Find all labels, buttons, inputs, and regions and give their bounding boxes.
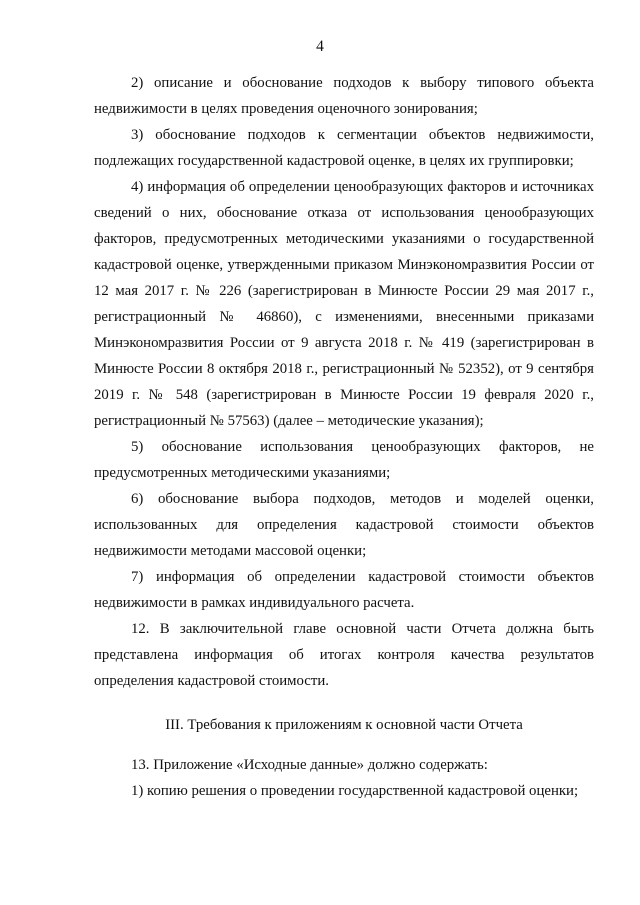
list-item-7: 7) информация об определении кадастровой стоимости объектов недвижимости в рамках индивидуального расчета.: [94, 569, 594, 611]
clause-13: 13. Приложение «Исходные данные» должно содержать:: [131, 757, 488, 773]
list-item-2: 2) описание и обоснование подходов к выбору типового объекта недвижимости в целях проведения оценочного зонирования;: [94, 75, 594, 117]
document-body: [94, 70, 594, 804]
page-number: 4: [316, 38, 324, 55]
list-item-6: 6) обоснование выбора подходов, методов и моделей оценки, использованных для определения кадастровой стоимости объектов недвижимости методами массовой оценки;: [94, 491, 594, 559]
list-item-4: 4) информация об определении ценообразующих факторов и источниках сведений о них, обоснование отказа от использования ценообразующих факторов, предусмотренных методическими указаниями о государственной кадастровой оценке, утвержденными приказом Минэкономразвития России от 12 мая 2017 г. № 226 (зарегистрирован в Минюсте России 29 мая 2017 г., регистрационный № 46860), с изменениями, внесенными приказами Минэкономразвития России от 9 августа 2018 г. № 419 (зарегистрирован в Минюсте России 8 октября 2018 г., регистрационный № 52352), от 9 сентября 2019 г. № 548 (зарегистрирован в Минюсте России 19 февраля 2020 г., регистрационный № 57563) (далее – методические указания);: [94, 179, 594, 429]
list-item-1: 1) копию решения о проведении государственной кадастровой оценки;: [131, 783, 579, 799]
section-heading: III. Требования к приложениям к основной части Отчета: [165, 717, 523, 733]
list-item-5: 5) обоснование использования ценообразующих факторов, не предусмотренных методическими указаниями;: [94, 439, 594, 481]
clause-12: 12. В заключительной главе основной части Отчета должна быть представлена информация об итогах контроля качества результатов определения кадастровой стоимости.: [94, 621, 594, 689]
list-item-3: 3) обоснование подходов к сегментации объектов недвижимости, подлежащих государственной кадастровой оценке, в целях их группировки;: [94, 127, 594, 169]
